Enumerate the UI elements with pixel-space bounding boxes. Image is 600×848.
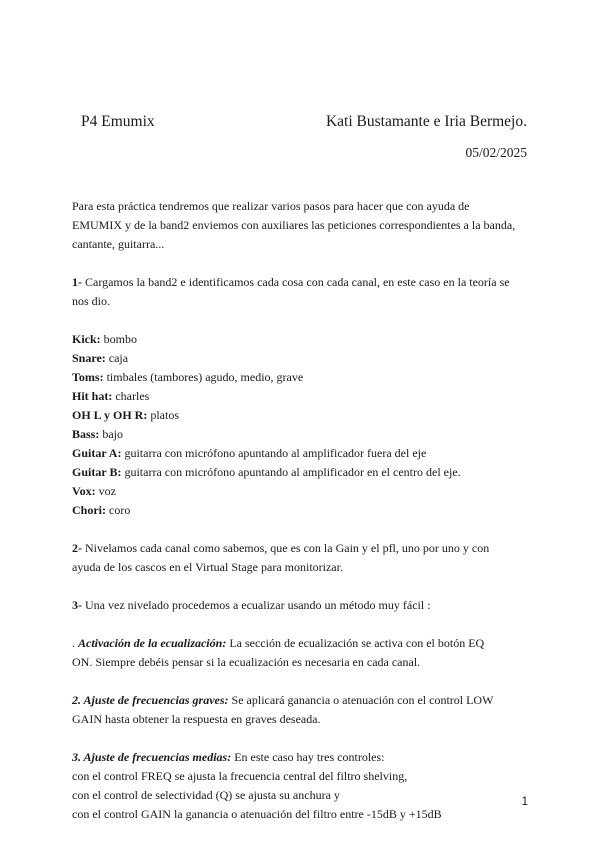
document-date: 05/02/2025 (465, 145, 527, 160)
channel-label: Guitar A: (72, 446, 122, 460)
channel-label: Chori: (72, 503, 106, 517)
channel-value: charles (112, 389, 150, 403)
page-number: 1 (521, 796, 528, 808)
channel-label: Snare: (72, 351, 106, 365)
step-2-number: 2- (72, 541, 82, 555)
eq-mid-line: con el control FREQ se ajusta la frecuencia central del filtro shelving, (72, 769, 408, 783)
step-3-text: Una vez nivelado procedemos a ecualizar usando un método muy fácil : (82, 598, 431, 612)
eq-low-title: 2. Ajuste de frecuencias graves: (72, 693, 229, 707)
step-3-number: 3- (72, 598, 82, 612)
channel-value: guitarra con micrófono apuntando al amplificador en el centro del eje. (121, 465, 461, 479)
channel-value: bombo (100, 332, 138, 346)
step-2-line: Nivelamos cada canal como sabemos, que es con la Gain y el pfl, uno por uno y con (82, 541, 490, 555)
channel-value: platos (147, 408, 180, 422)
intro-paragraph (72, 197, 542, 254)
step-1-line: nos dio. (72, 294, 111, 308)
channel-value: guitarra con micrófono apuntando al amplificador fuera del eje (121, 446, 427, 460)
channel-label: Toms: (72, 370, 104, 384)
eq-activation-line: ON. Siempre debéis pensar si la ecualización es necesaria en cada canal. (72, 655, 421, 669)
eq-low-line: Se aplicará ganancia o atenuación con el control LOW (228, 693, 494, 707)
eq-activation-paragraph (72, 634, 542, 672)
document-authors: Kati Bustamante e Iria Bermejo. (325, 113, 527, 130)
document-body (72, 197, 542, 824)
eq-mid-line: con el control de selectividad (Q) se ajusta su anchura y (72, 788, 340, 802)
channel-value: caja (105, 351, 129, 365)
document-title: P4 Emumix (81, 113, 155, 130)
eq-mid-line: En este caso hay tres controles: (231, 750, 385, 764)
step-1-paragraph (72, 273, 542, 311)
channel-label: OH L y OH R: (72, 408, 148, 422)
step-2-paragraph (72, 539, 542, 577)
channel-list (72, 330, 542, 520)
channel-value: voz (95, 484, 116, 498)
eq-mid-title: 3. Ajuste de frecuencias medias: (72, 750, 232, 764)
eq-activation-title: Activación de la ecualización: (78, 636, 227, 650)
eq-mid-paragraph (72, 748, 542, 824)
step-2-line: ayuda de los cascos en el Virtual Stage para monitorizar. (72, 560, 343, 574)
intro-line: cantante, guitarra... (72, 237, 165, 251)
channel-value: coro (106, 503, 131, 517)
eq-mid-line: con el control GAIN la ganancia o atenuación del filtro entre -15dB y +15dB (72, 807, 442, 821)
eq-low-line: GAIN hasta obtener la respuesta en graves deseada. (72, 712, 321, 726)
step-1-number: 1- (72, 275, 82, 289)
channel-label: Guitar B: (72, 465, 122, 479)
eq-activation-line: La sección de ecualización se activa con el botón EQ (226, 636, 485, 650)
channel-value: bajo (99, 427, 124, 441)
step-1-line: Cargamos la band2 e identificamos cada cosa con cada canal, en este caso en la teoría se (82, 275, 510, 289)
intro-line: EMUMIX y de la band2 enviemos con auxiliares las peticiones correspondientes a la banda, (72, 218, 516, 232)
step-3-paragraph (72, 596, 542, 615)
eq-activation-prefix: . (72, 636, 78, 650)
channel-label: Vox: (72, 484, 96, 498)
channel-label: Bass: (72, 427, 100, 441)
channel-label: Kick: (72, 332, 101, 346)
intro-line: Para esta práctica tendremos que realizar varios pasos para hacer que con ayuda de (72, 199, 470, 213)
channel-label: Hit hat: (72, 389, 113, 403)
eq-low-paragraph (72, 691, 542, 729)
channel-value: timbales (tambores) agudo, medio, grave (103, 370, 304, 384)
